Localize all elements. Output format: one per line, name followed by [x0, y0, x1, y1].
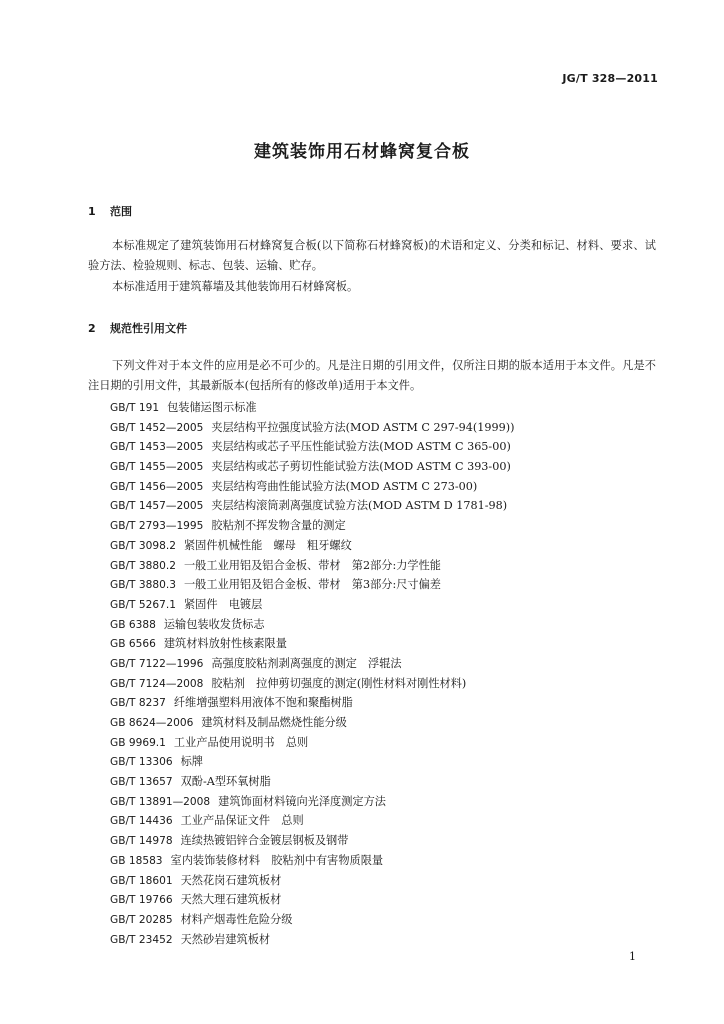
- reference-title: 包装储运图示标准: [167, 401, 257, 414]
- reference-title: 夹层结构弯曲性能试验方法(MOD ASTM C 273-00): [211, 479, 478, 493]
- reference-code: GB/T 3098.2: [110, 539, 176, 552]
- reference-title: 一般工业用铝及铝合金板、带材 第2部分:力学性能: [183, 558, 441, 572]
- reference-title: 天然砂岩建筑板材: [180, 932, 271, 946]
- reference-item: [110, 831, 514, 851]
- reference-code: GB/T 14978: [110, 835, 173, 848]
- reference-item: [110, 752, 514, 772]
- reference-code: GB/T 1452—2005: [110, 421, 204, 434]
- reference-title: 纤维增强塑料用液体不饱和聚酯树脂: [173, 696, 353, 710]
- reference-code: GB/T 3880.2: [110, 559, 176, 572]
- section-number: 1: [88, 205, 96, 218]
- reference-item: [110, 851, 514, 871]
- section-title: 范围: [110, 205, 132, 218]
- reference-item: [110, 536, 514, 556]
- reference-code: GB/T 7122—1996: [110, 657, 204, 670]
- reference-item: [110, 477, 514, 497]
- reference-title: 胶粘剂 拉伸剪切强度的测定(刚性材料对刚性材料): [211, 676, 467, 690]
- reference-code: GB/T 5267.1: [110, 598, 176, 611]
- reference-title: 胶粘剂不挥发物含量的测定: [211, 519, 346, 533]
- reference-item: [110, 556, 514, 576]
- reference-title: 运输包装收发货标志: [163, 617, 265, 631]
- reference-title: 天然大理石建筑板材: [180, 893, 282, 907]
- reference-code: GB/T 3880.3: [110, 579, 176, 592]
- reference-code: GB 6566: [110, 638, 156, 651]
- reference-code: GB/T 1456—2005: [110, 480, 204, 493]
- reference-code: GB 18583: [110, 854, 163, 867]
- reference-code: GB/T 13891—2008: [110, 795, 211, 808]
- reference-item: [110, 634, 514, 654]
- reference-item: [110, 674, 514, 694]
- reference-item: [110, 615, 514, 635]
- reference-code: GB/T 19766: [110, 894, 173, 907]
- reference-title: 工业产品保证文件 总则: [180, 814, 304, 828]
- reference-item: [110, 772, 514, 792]
- reference-title: 室内装饰装修材料 胶粘剂中有害物质限量: [170, 853, 384, 867]
- reference-code: GB 6388: [110, 618, 156, 631]
- section-title: 规范性引用文件: [110, 322, 187, 335]
- reference-title: 工业产品使用说明书 总则: [173, 735, 309, 749]
- reference-title: 材料产烟毒性危险分级: [180, 912, 293, 926]
- reference-title: 连续热镀铝锌合金镀层钢板及钢带: [180, 834, 349, 848]
- reference-item: [110, 496, 514, 516]
- reference-item: [110, 871, 514, 891]
- section-2-heading: [88, 320, 187, 336]
- reference-item: [110, 930, 514, 950]
- paragraph: 本标准规定了建筑装饰用石材蜂窝复合板(以下简称石材蜂窝板)的术语和定义、分类和标记、材料、要求、试验方法、检验规则、标志、包装、运输、贮存。: [88, 239, 656, 272]
- reference-title: 一般工业用铝及铝合金板、带材 第3部分:尺寸偏差: [183, 578, 441, 592]
- reference-title: 双酚-A型环氧树脂: [180, 775, 271, 789]
- document-title: 建筑装饰用石材蜂窝复合板: [254, 142, 470, 162]
- reference-item: [110, 595, 514, 615]
- reference-code: GB/T 13306: [110, 756, 173, 769]
- paragraph: 下列文件对于本文件的应用是必不可少的。凡是注日期的引用文件，仅所注日期的版本适用于本文件。凡是不注日期的引用文件，其最新版本(包括所有的修改单)适用于本文件。: [88, 359, 656, 392]
- paragraph: 本标准适用于建筑幕墙及其他装饰用石材蜂窝板。: [112, 280, 359, 293]
- reference-code: GB 8624—2006: [110, 717, 194, 729]
- reference-code: GB/T 1453—2005: [110, 441, 204, 454]
- reference-item: [110, 713, 514, 733]
- reference-item: [110, 733, 514, 753]
- reference-code: GB/T 2793—1995: [110, 520, 204, 533]
- reference-item: [110, 693, 514, 713]
- reference-title: 紧固件 电镀层: [183, 597, 263, 611]
- reference-item: [110, 890, 514, 910]
- reference-item: [110, 437, 514, 457]
- page-number: 1: [629, 950, 636, 963]
- reference-title: 天然花岗石建筑板材: [180, 873, 282, 887]
- section-number: 2: [88, 322, 96, 335]
- reference-title: 建筑饰面材料镜向光泽度测定方法: [218, 794, 386, 808]
- reference-title: 夹层结构滚筒剥离强度试验方法(MOD ASTM D 1781-98): [211, 499, 508, 513]
- reference-title: 标牌: [180, 755, 203, 769]
- reference-item: [110, 910, 514, 930]
- reference-code: GB/T 20285: [110, 913, 173, 926]
- reference-item: [110, 575, 514, 595]
- reference-title: 建筑材料放射性核素限量: [163, 637, 287, 651]
- standard-code: JG/T 328—2011: [562, 72, 658, 85]
- reference-item: [110, 457, 514, 477]
- reference-code: GB/T 23452: [110, 933, 173, 946]
- reference-title: 夹层结构平拉强度试验方法(MOD ASTM C 297-94(1999)): [211, 420, 515, 434]
- reference-list: [110, 398, 514, 949]
- reference-code: GB/T 8237: [110, 697, 166, 710]
- reference-code: GB/T 13657: [110, 776, 173, 789]
- reference-code: GB/T 14436: [110, 815, 173, 828]
- reference-title: 建筑材料及制品燃烧性能分级: [201, 716, 347, 729]
- reference-code: GB/T 1457—2005: [110, 500, 204, 513]
- reference-code: GB/T 7124—2008: [110, 677, 204, 690]
- reference-title: 紧固件机械性能 螺母 粗牙螺纹: [183, 538, 352, 552]
- reference-item: [110, 398, 514, 418]
- reference-item: [110, 654, 514, 674]
- reference-item: [110, 811, 514, 831]
- section-1-heading: [88, 203, 132, 219]
- reference-code: GB 9969.1: [110, 736, 166, 749]
- reference-code: GB/T 1455—2005: [110, 461, 204, 474]
- reference-item: [110, 418, 514, 438]
- reference-code: GB/T 191: [110, 402, 160, 414]
- reference-item: [110, 516, 514, 536]
- reference-code: GB/T 18601: [110, 874, 173, 887]
- reference-item: [110, 792, 514, 812]
- reference-title: 夹层结构或芯子平压性能试验方法(MOD ASTM C 365-00): [211, 440, 511, 454]
- reference-title: 高强度胶粘剂剥离强度的测定 浮辊法: [211, 656, 402, 670]
- reference-title: 夹层结构或芯子剪切性能试验方法(MOD ASTM C 393-00): [211, 460, 511, 474]
